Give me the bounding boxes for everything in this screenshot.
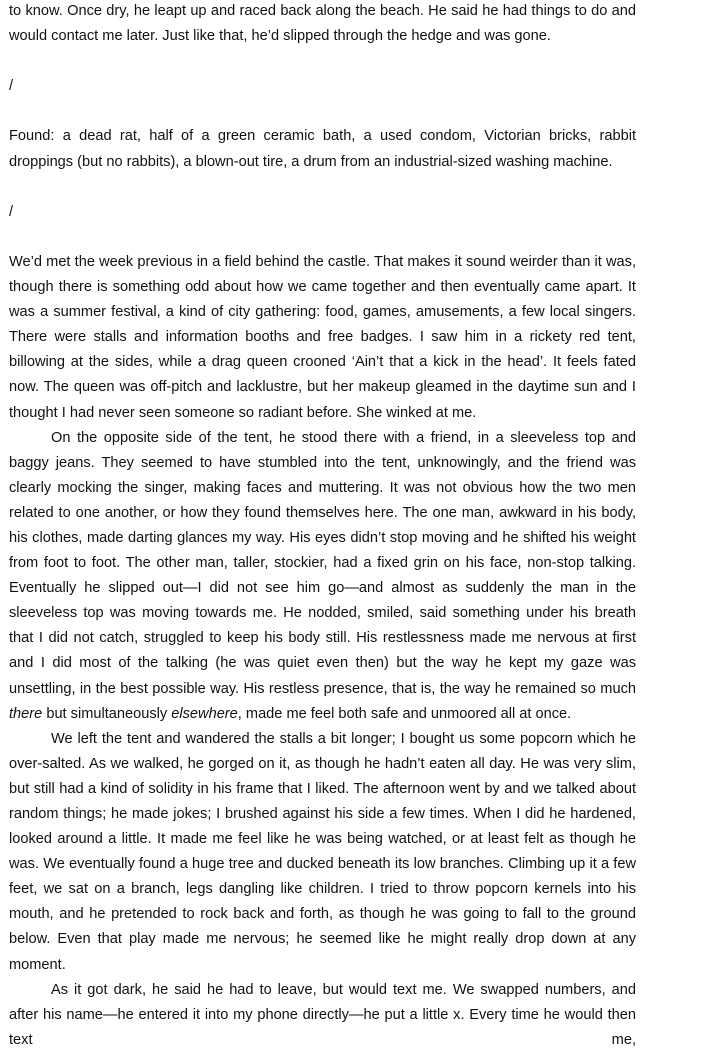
emphasis-elsewhere: elsewhere: [171, 705, 238, 722]
emphasis-there: there: [9, 705, 43, 722]
paragraph-text: On the opposite side of the tent, he stood there with a friend, in a sleeveless top and baggy jeans. They seemed to have stumbled into the tent, unknowingly, and the friend was clearly mocking the singer, making faces and muttering. It was not obvious how the two men related to one another, or how they found themselves here. The one man, awkward in his body, his clothes, made darting glances my way. His eyes didn’t stop moving and he shifted his weight from foot to foot. The other man, taller, stockier, had a fixed grin on his face, non-stop talking. Eventually he slipped out—I did not see him go—and almost as suddenly the man in the sleeveless top was moving towards me. He nodded, smiled, said something under his breath that I did not catch, struggled to keep his body still. His restlessness made me nervous at first and I did most of the talking (he was quiet even then) but the way he kept my gaze was unsettling, in the best possible way. His restless presence, that is, the way he remained so much: [9, 429, 636, 697]
section-separator: /: [9, 78, 14, 95]
blank-line: [9, 99, 636, 124]
blank-line: [9, 225, 636, 250]
paragraph-text: , made me feel both safe and unmoored all at once.: [237, 705, 572, 722]
document-page: [9, 0, 636, 1053]
blank-line: [9, 49, 636, 74]
paragraph-found-list: Found: a dead rat, half of a green ceramic bath, a used condom, Victorian bricks, rabbit droppings (but no rabbits), a blown-out tire, a drum from an industrial-sized washing machine.: [9, 128, 636, 170]
paragraph-text: but simultaneously: [46, 705, 168, 722]
paragraph-festival-meeting: We’d met the week previous in a field behind the castle. That makes it sound weirder than it was, though there is something odd about how we came together and then eventually came apart. It was a summer festival, a kind of city gathering: food, games, amusements, a few local singers. There were stalls and information booths and free badges. I saw him in a rickety red tent, billowing at the sides, while a drag queen crooned ‘Ain’t that a kick in the head’. It feels fated now. The queen was off-pitch and lacklustre, but her makeup gleamed in the daytime sun and I thought I had never seen someone so radiant before. She winked at me.: [9, 253, 636, 421]
section-separator: /: [9, 203, 14, 220]
paragraph-beach-ending: to know. Once dry, he leapt up and raced back along the beach. He said he had things to do and would contact me later. Just like that, he’d slipped through the hedge and was gone.: [9, 3, 636, 45]
paragraph-tent-encounter: [9, 426, 636, 727]
paragraph-popcorn-tree: We left the tent and wandered the stalls a bit longer; I bought us some popcorn which he over-salted. As we walked, he gorged on it, as though he hadn’t eaten all day. He was very slim, but still had a kind of solidity in his frame that I liked. The afternoon went by and we talked about random things; he made jokes; I brushed against his side a few times. When I did he hardened, looked around a little. It made me feel like he was being watched, or at least felt as though he was. We eventually found a huge tree and ducked beneath its low branches. Climbing up it a few feet, we sat on a branch, legs dangling like children. I tried to throw popcorn kernels into his mouth, and he pretended to rock back and forth, as though he was going to fall to the ground below. Even that play made me nervous; he seemed like he might really drop down at any moment.: [9, 730, 636, 973]
blank-line: [9, 175, 636, 200]
paragraph-swap-numbers: As it got dark, he said he had to leave, but would text me. We swapped numbers, and after his name—he entered it into my phone directly—he put a little x. Every time he would then text me,: [9, 981, 636, 1048]
